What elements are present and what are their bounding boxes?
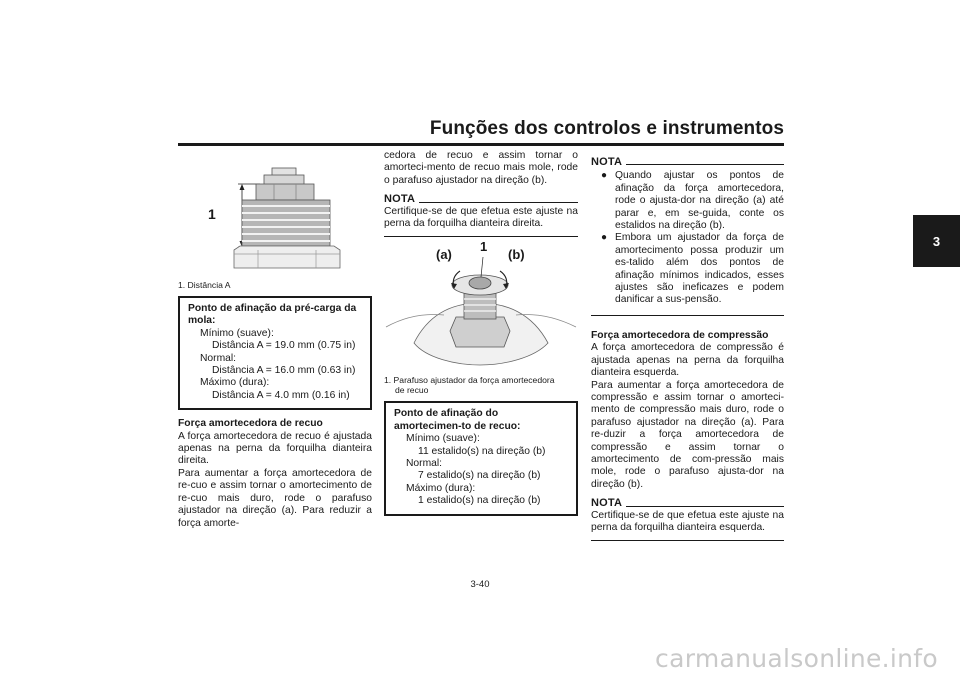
watermark[interactable]: carmanualsonline.info [655, 644, 938, 673]
figure-callout-1: 1 [208, 206, 216, 222]
figure-caption: 1. Distância A [178, 280, 231, 290]
column-1 [178, 150, 372, 530]
list-item: ● Quando ajustar os pontos de afinação da força amortecedora, rode o ajusta-dor na direção (a) até parar e, em se-guida, conte os estalidos na direção (b). [601, 170, 784, 232]
nota-label: NOTA [384, 193, 416, 206]
nota-header [384, 193, 578, 205]
nota-rule [419, 202, 578, 203]
chapter-tab: 3 [913, 215, 960, 267]
spec-max-value: Distância A = 4.0 mm (0.16 in) [212, 389, 350, 401]
section-title-rebound: Força amortecedora de recuo [178, 418, 323, 430]
nota-end-rule [591, 315, 784, 316]
spec-title: Ponto de afinação da pré-carga da mola: [188, 303, 357, 327]
spec-normal-value: Distância A = 16.0 mm (0.63 in) [212, 365, 356, 377]
bullet-icon: ● [601, 170, 608, 182]
spec-normal-value: 7 estalido(s) na direção (b) [418, 470, 541, 482]
label-direction-a: (a) [436, 247, 452, 263]
header-rule [178, 143, 784, 146]
list-item: ● Embora um ajustador da força de amortecimento possa produzir um es-talido além dos pontos de afinação mínimos indicados, esses ajustes são ineficazes e podem danificar a sus-pensão. [601, 232, 784, 306]
paragraph: A força amortecedora de recuo é ajustada apenas na perna da forquilha dianteira direita. [178, 430, 372, 467]
paragraph: cedora de recuo e assim tornar o amorteci-mento de recuo mais mole, rode o parafuso ajustador na direção (b). [384, 150, 578, 186]
spec-min-label: Mínimo (suave): [200, 327, 274, 339]
spec-min-label: Mínimo (suave): [406, 433, 480, 445]
caption-line: 1. Parafuso ajustador da força amortecedora [384, 375, 555, 386]
nota-label: NOTA [591, 156, 623, 168]
nota-end-rule [591, 540, 784, 541]
page-title: Funções dos controlos e instrumentos [429, 118, 784, 139]
spec-box-preload [178, 296, 372, 410]
spec-min-value: Distância A = 19.0 mm (0.75 in) [212, 340, 356, 352]
spec-box-rebound [384, 401, 578, 515]
nota-label: NOTA [591, 497, 623, 510]
nota-text: Certifique-se de que efetua este ajuste na perna da forquilha dianteira esquerda. [591, 509, 784, 533]
paragraph: A força amortecedora de compressão é ajustada apenas na perna da forquilha dianteira esquerda. [591, 342, 784, 379]
nota-header [591, 497, 784, 509]
spec-max-label: Máximo (dura): [200, 377, 270, 389]
spec-max-label: Máximo (dura): [406, 482, 476, 494]
page-number: 3-40 [470, 579, 490, 590]
spec-normal-label: Normal: [406, 458, 443, 470]
caption-line: de recuo [395, 385, 429, 396]
nota-text: Certifique-se de que efetua este ajuste na perna da forquilha dianteira direita. [384, 205, 578, 230]
spec-normal-label: Normal: [200, 352, 237, 364]
nota-rule [626, 506, 784, 507]
paragraph: Para aumentar a força amortecedora de compressão e assim tornar o amorteci-mento de compressão mais duro, rode o parafuso ajustador na direção (a). Para re-duzir a força amortecedora de compressão e assim tornar o amortecimento de com-pressão mais mole, rode o parafuso ajusta-dor na direção (b). [591, 379, 784, 490]
column-3 [591, 150, 784, 541]
rebound-figure [384, 239, 578, 373]
spec-title: Ponto de afinação do amortecimen-to de recuo: [394, 408, 521, 432]
section-title-compression: Força amortecedora de compressão [591, 329, 769, 341]
spec-min-value: 11 estalido(s) na direção (b) [418, 445, 546, 457]
figure-callout-1: 1 [480, 239, 488, 255]
bullet-icon: ● [601, 232, 608, 244]
preload-figure [178, 150, 372, 278]
figure-caption [384, 375, 578, 395]
paragraph: Para aumentar a força amortecedora de re-cuo e assim tornar o amortecimento de re-cuo mais duro, rode o parafuso ajustador na direção (a). Para reduzir a força amorte- [178, 467, 372, 529]
rebound-adjuster-illustration [384, 239, 578, 373]
nota-bullet-list [591, 170, 784, 306]
nota-rule [626, 164, 784, 165]
nota-end-rule [384, 236, 578, 237]
column-2 [384, 150, 578, 516]
nota-header [591, 156, 784, 168]
label-direction-b: (b) [508, 247, 525, 263]
spec-max-value: 1 estalido(s) na direção (b) [418, 495, 541, 507]
